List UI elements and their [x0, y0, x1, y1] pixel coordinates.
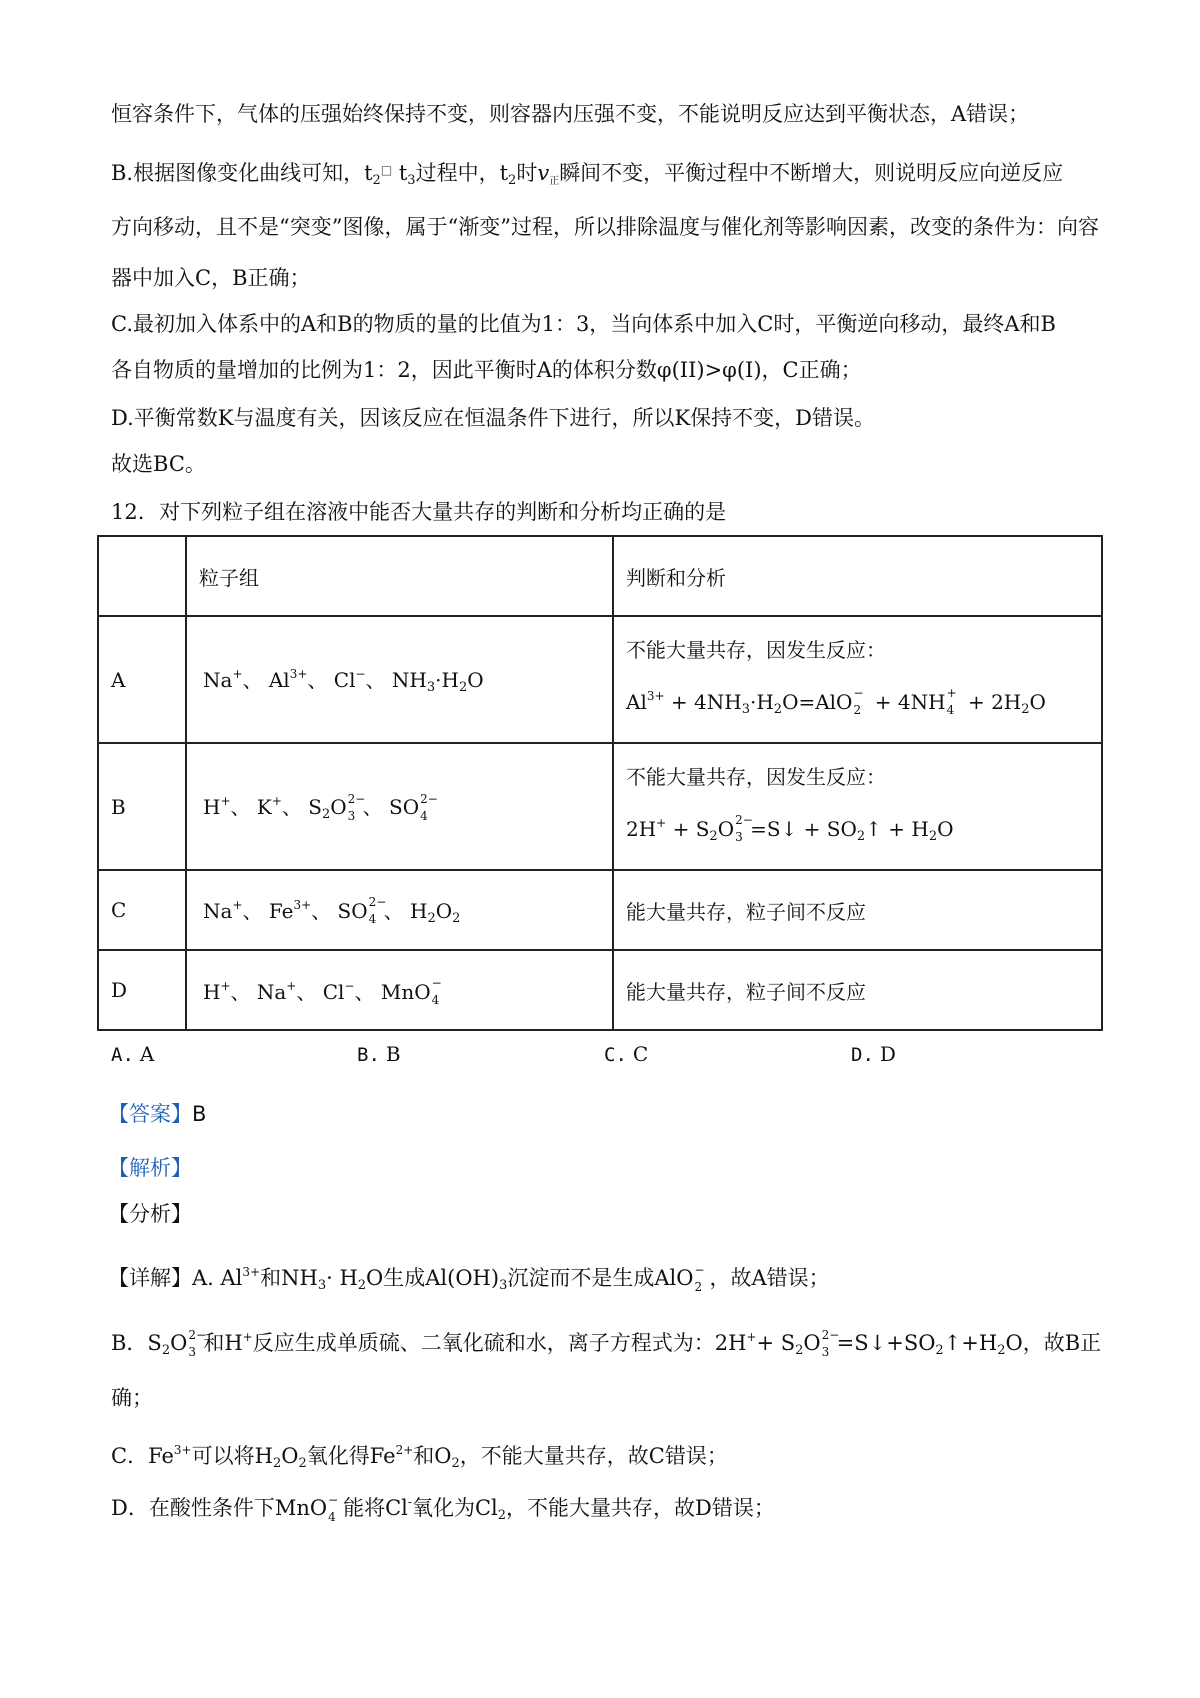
answer-line [108, 1100, 206, 1128]
prev-line-7: D.平衡常数K与温度有关，因该反应在恒温条件下进行，所以K保持不变，D错误。 [111, 406, 875, 430]
analysis-label: 【解析】 [108, 1156, 192, 1180]
question-number: 12. [111, 500, 145, 524]
prev-line-3: 方向移动，且不是“突变”图像，属于“渐变”过程，所以排除温度与催化剂等影响因素，改变的条件为：向容 [111, 215, 1099, 239]
header-cell-empty [98, 536, 186, 616]
question-stem [111, 498, 726, 526]
table-row [98, 870, 1102, 950]
reaction-equation: $Al^{3+} + 4NH_3\cdot H_2O=AlO$ − 2 + 4NH + 4 + $2H_2O$ [626, 686, 1046, 717]
reaction-equation: $2H^+ + S_2O$ 2− 3 =S↓ + $SO_2↑ + H_2O$ [626, 813, 954, 844]
detail-c: C．$Fe^{3+}$可以将$H_2O_2$氧化得$Fe^{2+}$和$O_2$，不能大量共存，故C错误； [111, 1443, 728, 1471]
particle-group: H+、 K+、 $S_2O$ 2− 3 、 SO 2− 4 [186, 743, 613, 870]
prev-line-1: 恒容条件下，气体的压强始终保持不变，则容器内压强不变，不能说明反应达到平衡状态，A错误； [111, 102, 1030, 126]
table-row [98, 616, 1102, 743]
option-d[interactable]: D. D [851, 1042, 896, 1066]
table-row [98, 743, 1102, 870]
particle-group: Na+、 $Fe^{3+}$、 SO 2− 4 、 $H_2O_2$ [186, 870, 613, 950]
analysis-cell: 能大量共存，粒子间不反应 [613, 870, 1102, 950]
prev-line-4: 器中加入C，B正确； [111, 266, 311, 290]
header-cell-particles: 粒子组 [186, 536, 613, 616]
prev-line-b: B.根据图像变化曲线可知，$t_2^□$ $t_3$过程中，$t_2$时v正瞬间不变，平衡过程中不断增大，则说明反应向逆反应 [111, 161, 1064, 188]
particle-table [97, 535, 1103, 1031]
detail-d: D．在酸性条件下MnO − 4 能将Cl-氧化为$Cl_2$，不能大量共存，故D错误； [111, 1492, 775, 1524]
answer-label: 【答案】 [108, 1102, 192, 1126]
particle-group: Na+、 $Al^{3+}$、 Cl−、 $NH_3\cdot H_2O$ [186, 616, 613, 743]
option-a[interactable]: A. A [111, 1042, 155, 1066]
detail-a: 【详解】A. $Al^{3+}$和$NH_3\cdot H_2O$生成$Al(OH)_3$沉淀而不是生成AlO − 2 ，故A错误； [108, 1262, 830, 1294]
detail-b-cont: 确； [111, 1386, 153, 1410]
row-label: A [98, 616, 186, 743]
table-header-row [98, 536, 1102, 616]
particle-group: H+、 Na+、 Cl−、 MnO − 4 [186, 950, 613, 1030]
row-label: B [98, 743, 186, 870]
analysis-cell: 能大量共存，粒子间不反应 [613, 950, 1102, 1030]
option-c[interactable]: C. C [604, 1042, 649, 1066]
table-row [98, 950, 1102, 1030]
prev-line-8: 故选BC。 [111, 452, 206, 476]
row-label: D [98, 950, 186, 1030]
prev-line-5: C.最初加入体系中的A和B的物质的量的比值为1：3，当向体系中加入C时，平衡逆向移动，最终A和B [111, 312, 1056, 336]
fenxi-label: 【分析】 [108, 1202, 192, 1226]
header-cell-analysis: 判断和分析 [613, 536, 1102, 616]
option-b[interactable]: B. B [357, 1042, 401, 1066]
analysis-cell: 不能大量共存，因发生反应： $2H^+ + S_2O$ 2− 3 =S↓ + $SO_2↑ + H_2O$ [613, 743, 1102, 870]
detail-b: B．$S_2O$ 2− 3 和H+反应生成单质硫、二氧化硫和水，离子方程式为：$2H^++ S_2O$ 2− 3 $=S↓+SO_2↑+H_2O$，故B正 [111, 1327, 1102, 1359]
row-label: C [98, 870, 186, 950]
analysis-cell: 不能大量共存，因发生反应： $Al^{3+} + 4NH_3\cdot H_2O=AlO$ − 2 + 4NH + 4 + $2H_2O$ [613, 616, 1102, 743]
answer-value: B [192, 1102, 207, 1126]
question-text: 对下列粒子组在溶液中能否大量共存的判断和分析均正确的是 [159, 500, 727, 524]
prev-line-6: 各自物质的量增加的比例为1：2，因此平衡时A的体积分数φ(II)>φ(I)，C正确； [111, 358, 862, 382]
